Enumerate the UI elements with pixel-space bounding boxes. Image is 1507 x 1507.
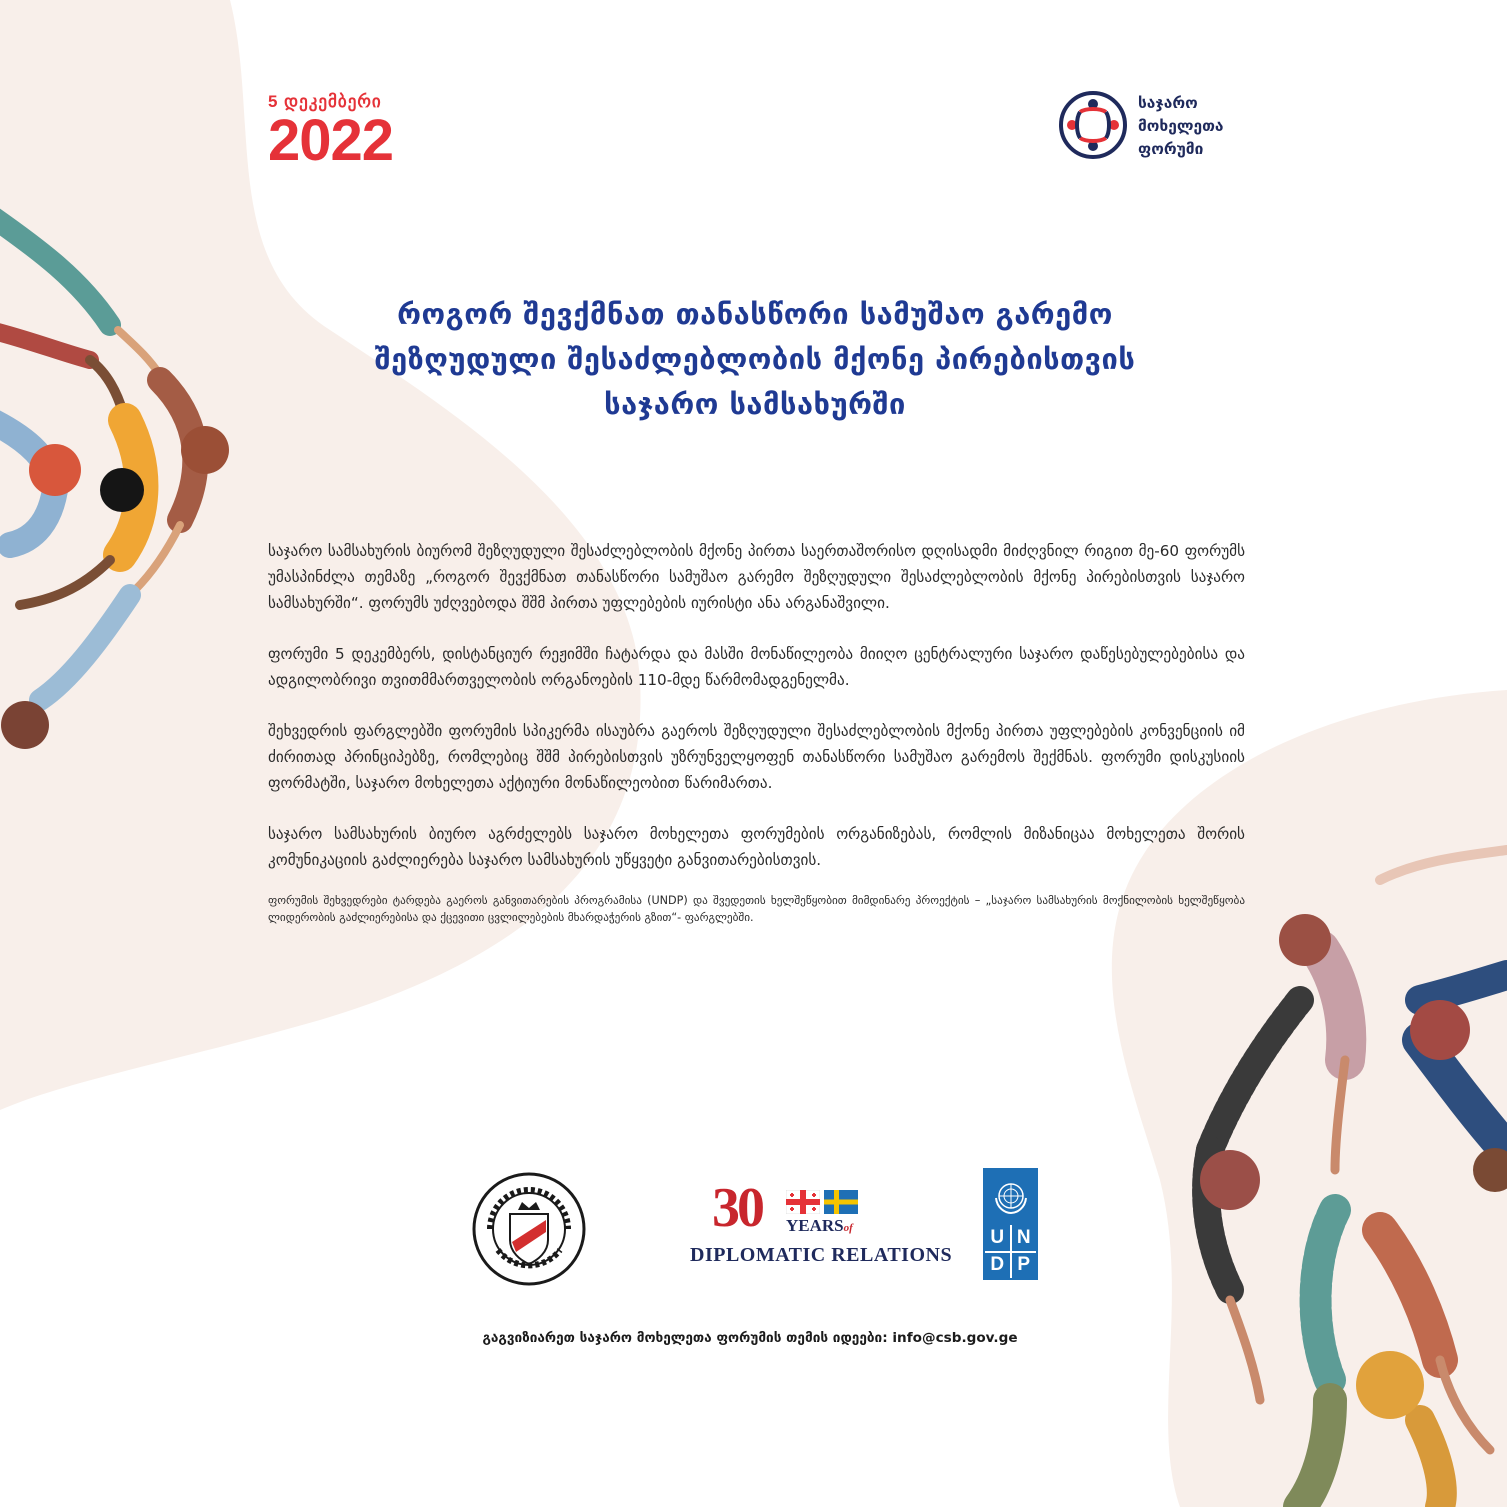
years-text: YEARS [786, 1216, 844, 1235]
person-head-1 [181, 426, 229, 474]
person-head-2 [100, 468, 144, 512]
undp-letter: D [985, 1253, 1010, 1279]
body-paragraph: ფორუმი 5 დეკემბერს, დისტანციურ რეჟიმში ჩატარდა და მასში მონაწილეობა მიიღო ცენტრალური საჯარო დაწესებულებებისა და ადგილობრივი თვითმმართველობის ორგანოების 110-მდე წარმომადგენელმა. [268, 645, 1245, 689]
undp-letter: U [985, 1225, 1010, 1251]
title-line: როგორ შევქმნათ თანასწორი სამუშაო გარემო [397, 297, 1113, 331]
title-line: შეზღუდული შესაძლებლობის მქონე პირებისთვის [374, 342, 1136, 376]
thirty-number: 30 [712, 1177, 762, 1239]
footer-contact: გაგვიზიარეთ საჯარო მოხელეთა ფორუმის თემის იდეები: info@csb.gov.ge [482, 1330, 1018, 1346]
date-day: 5 დეკემბერი [268, 92, 382, 111]
funding-note: ფორუმის შეხვედრები ტარდება გაეროს განვითარების პროგრამისა (UNDP) და შვედეთის ხელშეწყობით მიმდინარე პროექტის – „საჯარო სამსახურის მოქნილობის ხელშეწყობა ლიდერობის გაძლიერებისა და ქცევითი ცვლილებების მხარდაჭერის გზით“- ფარგლებში. [268, 894, 1245, 924]
undp-letter: N [1012, 1225, 1037, 1251]
person-head-7 [1200, 1150, 1260, 1210]
body-paragraph: შეხვედრის ფარგლებში ფორუმის სპიკერმა ისაუბრა გაეროს შეზღუდული შესაძლებლობის მქონე პირთა უფლებების კონვენციის იმ ძირითად პრინციპებზე, რომლებიც შშმ პირებისთვის უზრუნველყოფენ თანასწორი სამუშაო გარემოს შექმნას. ფორუმი დისკუსიის ფორმატში, საჯარო მოხელეთა აქტიური მონაწილეობით წარიმართა. [268, 722, 1245, 792]
body-paragraph: საჯარო სამსახურის ბიურო აგრძელებს საჯარო მოხელეთა ფორუმების ორგანიზებას, რომლის მიზანიცაა მოხელეთა შორის კომუნიკაციის გაძლიერება საჯარო სამსახურის უწყვეტი განვითარებისთვის. [268, 825, 1245, 869]
sweden-flag-icon [824, 1190, 858, 1214]
forum-people-icon [1058, 90, 1128, 160]
thirty-years-diplomatic-relations-logo [690, 1177, 953, 1280]
date-year: 2022 [268, 108, 394, 173]
of-text: of [843, 1222, 853, 1234]
body-paragraph: საჯარო სამსახურის ბიურომ შეზღუდული შესაძლებლობის მქონე პირთა საერთაშორისო დღისადმი მიძღვნილ რიგით მე-60 ფორუმს უმასპინძლა თემაზე „როგორ შევქმნათ თანასწორი სამუშაო გარემო შეზღუდული შესაძლებლობის მქონე პირებისთვის საჯარო სამსახურში“. ფორუმს უძღვებოდა შშმ პირთა უფლებების იურისტი ანა არგანაშვილი. [268, 542, 1245, 612]
georgia-flag-icon [786, 1190, 820, 1214]
diplomatic-relations-label: DIPLOMATIC RELATIONS [690, 1244, 953, 1266]
forum-logo [1058, 88, 1258, 168]
seal-icon [470, 1170, 588, 1288]
page-title [220, 292, 1290, 427]
forum-logo-text [1138, 92, 1258, 161]
article-body [268, 538, 1245, 951]
person-head-3 [29, 444, 81, 496]
undp-letter: P [1012, 1253, 1037, 1279]
date-block [268, 92, 428, 173]
title-line: საჯარო სამსახურში [604, 387, 906, 421]
person-head-4 [1, 701, 49, 749]
forum-logo-line: მოხელეთა [1138, 117, 1224, 135]
undp-letters [983, 1223, 1038, 1280]
undp-logo [983, 1168, 1038, 1280]
un-emblem-icon [983, 1168, 1038, 1223]
years-label [786, 1216, 853, 1236]
forum-logo-line: საჯარო [1138, 94, 1198, 112]
civil-service-bureau-seal [470, 1170, 588, 1288]
person-head-5 [1279, 914, 1331, 966]
person-head-6 [1410, 1000, 1470, 1060]
forum-logo-line: ფორუმი [1138, 140, 1204, 158]
person-head-8 [1356, 1351, 1424, 1419]
